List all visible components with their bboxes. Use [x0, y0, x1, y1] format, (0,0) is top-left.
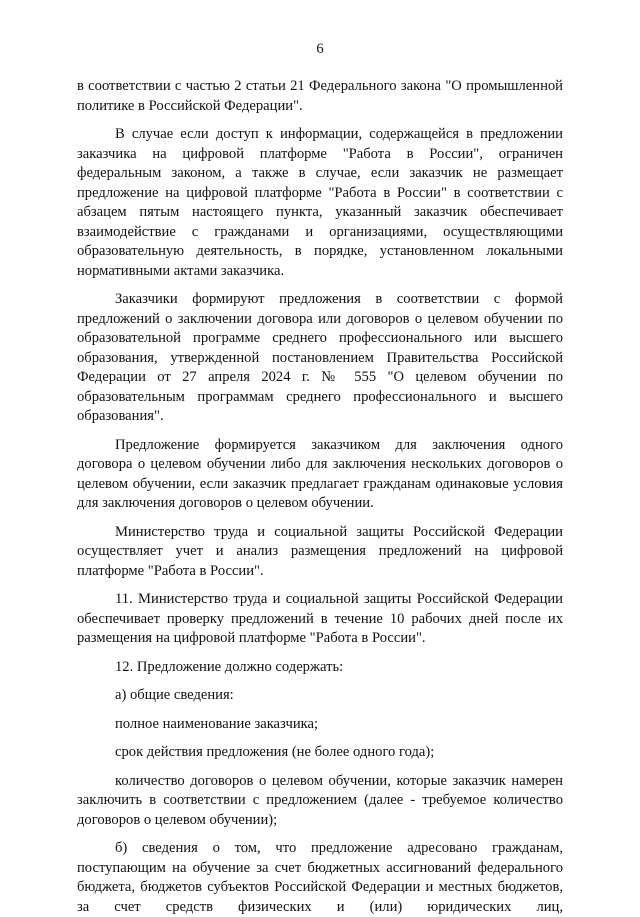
paragraph: В случае если доступ к информации, содержащейся в предложении заказчика на цифровой платформе "Работа в России", ограничен федеральным законом, а также в случае, если заказчик не размещает предложение на цифровой платформе "Работа в России" в соответствии с абзацем пятым настоящего пункта, указанный заказчик обеспечивает взаимодействие с гражданами и организациями, осуществляющими образовательную деятельность, в порядке, установленном локальными нормативными актами заказчика. — [77, 126, 563, 279]
document-body — [77, 77, 563, 917]
paragraph: а) общие сведения: — [115, 687, 234, 703]
paragraph: срок действия предложения (не более одного года); — [115, 744, 435, 760]
page-number: 6 — [316, 41, 324, 57]
paragraph: б) сведения о том, что предложение адресовано гражданам, поступающим на обучение за счет бюджетных ассигнований федерального бюджета, бюджетов субъектов Российской Федерации и местных бюджетов, за счет средств физических и (или) юридических лиц, — [77, 840, 563, 915]
paragraph: Заказчики формируют предложения в соответствии с формой предложений о заключении договора или договоров о целевом обучении по образовательной программе среднего профессионального или высшего образования, утвержденной постановлением Правительства Российской Федерации от 27 апреля 2024 г. № 555 "О целевом обучении по образовательным программам среднего профессионального и высшего образования". — [77, 291, 563, 424]
paragraph: Министерство труда и социальной защиты Российской Федерации осуществляет учет и анализ размещения предложений на цифровой платформе "Работа в России". — [77, 523, 563, 579]
paragraph: Предложение формируется заказчиком для заключения одного договора о целевом обучении либо для заключения нескольких договоров о целевом обучении, если заказчик предлагает гражданам одинаковые условия для заключения договоров о целевом обучении. — [77, 436, 563, 511]
paragraph: в соответствии с частью 2 статьи 21 Федерального закона "О промышленной политике в Российской Федерации". — [77, 78, 563, 114]
paragraph: 12. Предложение должно содержать: — [115, 658, 344, 675]
paragraph: полное наименование заказчика; — [115, 715, 319, 732]
paragraph: количество договоров о целевом обучении, которые заказчик намерен заключить в соответствии с предложением (далее - требуемое количество договоров о целевом обучении); — [77, 772, 563, 828]
paragraph: 11. Министерство труда и социальной защиты Российской Федерации обеспечивает проверку предложений в течение 10 рабочих дней после их размещения на цифровой платформе "Работа в России". — [77, 591, 563, 646]
